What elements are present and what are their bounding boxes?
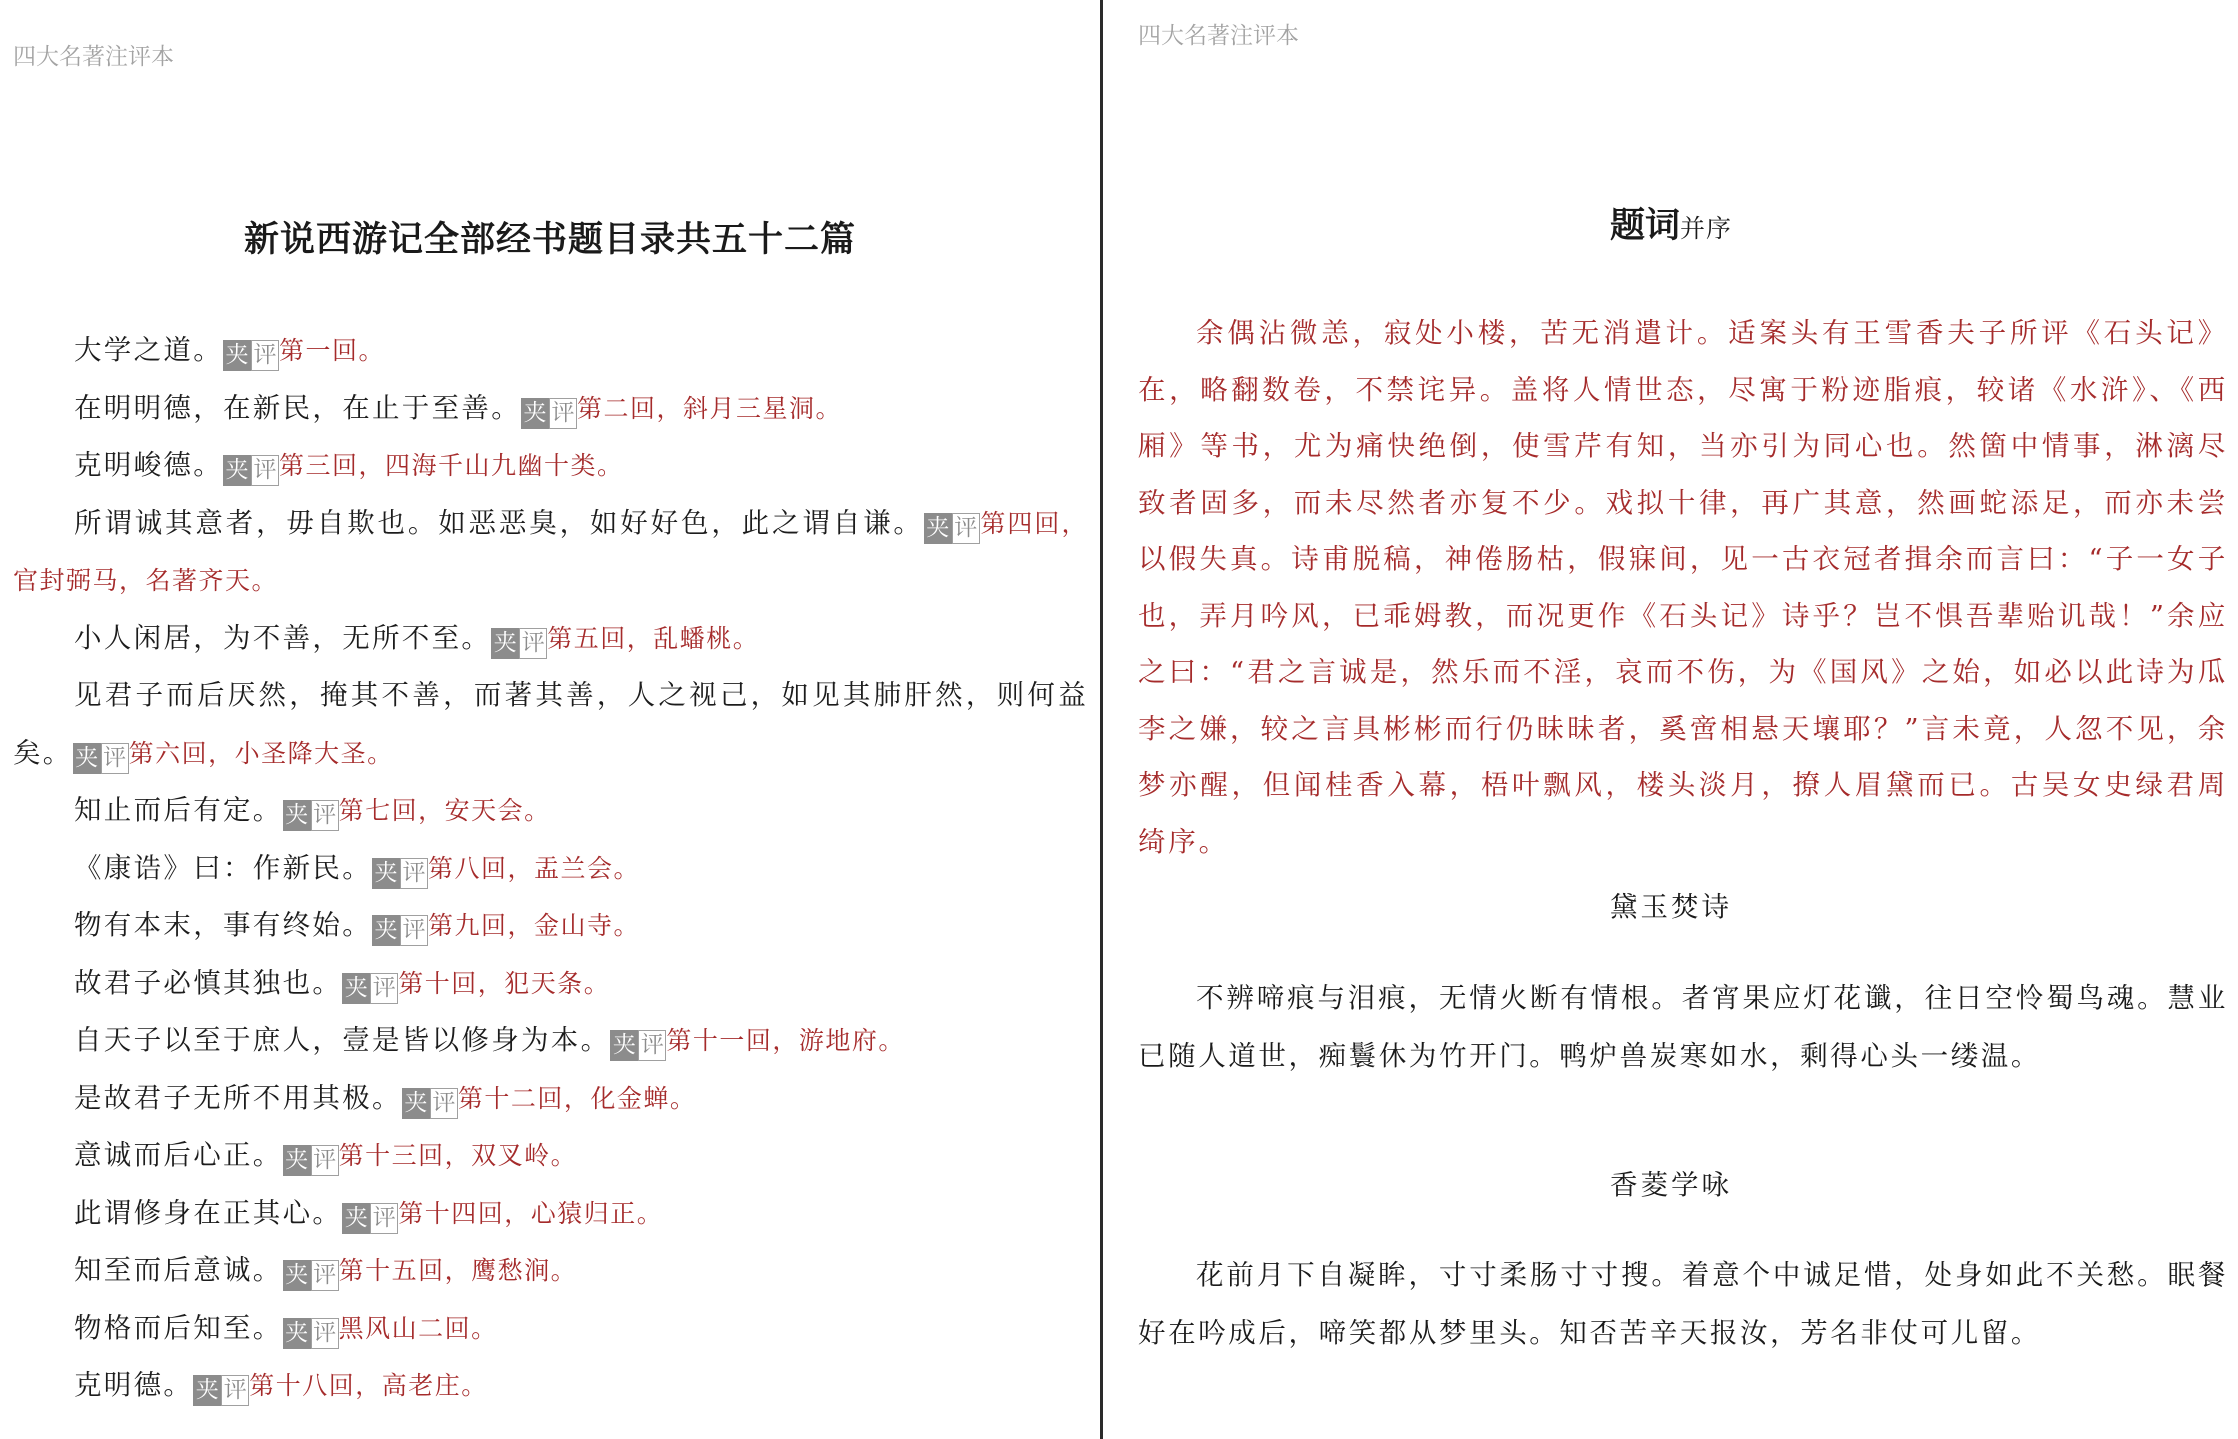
chapter-note: 第二回，斜月三星洞。: [577, 393, 843, 423]
chapter-note: 第十四回，心猿归正。: [398, 1198, 664, 1228]
chapter-note: 第四回，官封弼马，名著齐天。: [13, 508, 1088, 595]
tag-label: 评: [519, 628, 547, 659]
tag-label: 评: [311, 1145, 339, 1176]
classic-text: 故君子必慎其独也。: [74, 966, 343, 999]
commentary-tag: [283, 1260, 339, 1291]
commentary-tag: [372, 915, 428, 946]
section-title-sub: 并序: [1680, 214, 1733, 243]
commentary-tag: [402, 1088, 458, 1119]
chapter-title: 新说西游记全部经书题目录共五十二篇: [243, 219, 856, 260]
commentary-tag: [342, 1203, 398, 1234]
chapter-note: 第六回，小圣降大圣。: [128, 738, 394, 768]
contents-entry: [13, 782, 1088, 840]
tag-label: 评: [221, 1375, 249, 1406]
commentary-tag: [223, 340, 279, 371]
chapter-note: 第十五回，鹰愁涧。: [338, 1256, 578, 1285]
chapter-note: 第十二回，化金蝉。: [457, 1083, 697, 1113]
contents-entry: [13, 897, 1088, 955]
commentary-tag: [521, 398, 577, 429]
tag-label: 评: [101, 743, 129, 774]
tag-label: 评: [400, 915, 428, 946]
poem-title: 香菱学咏: [1610, 1169, 1732, 1201]
poem-title: 黛玉焚诗: [1610, 891, 1732, 923]
tag-label: 评: [430, 1088, 458, 1119]
contents-entry: [13, 322, 1088, 380]
commentary-tag: [283, 800, 339, 831]
classic-text: 《康诰》曰：作新民。: [74, 851, 372, 884]
chapter-note: 第十一回，游地府。: [666, 1026, 905, 1055]
tag-label: 评: [311, 1260, 339, 1291]
commentary-tag: [924, 513, 980, 544]
contents-entry: [13, 1012, 1088, 1070]
commentary-tag: [372, 858, 428, 889]
tag-label: 夹: [283, 1260, 311, 1291]
classic-text: 在明明德，在新民，在止于至善。: [74, 391, 521, 424]
poem-text: 不辨啼痕与泪痕，无情火断有情根。者宵果应灯花谶，往日空怜蜀鸟魂。慧业已随人道世，痴鬟休为竹开门。鸭炉兽炭寒如水，剩得心头一缕温。: [1138, 982, 2228, 1072]
contents-entry: [13, 380, 1088, 438]
chapter-note: 第三回，四海千山九幽十类。: [279, 451, 624, 480]
tag-label: 夹: [402, 1088, 430, 1119]
tag-label: 夹: [283, 1145, 311, 1176]
tag-label: 评: [251, 340, 279, 371]
classic-text: 知止而后有定。: [74, 794, 283, 826]
tag-label: 评: [400, 858, 428, 889]
tag-label: 夹: [342, 1203, 370, 1234]
running-head: 四大名著注评本: [13, 44, 174, 70]
classic-text: 物有本末，事有终始。: [74, 909, 372, 941]
section-title: [1104, 198, 2238, 248]
classic-text: 意诚而后心正。: [74, 1139, 283, 1171]
commentary-tag: [610, 1030, 666, 1061]
classic-text: 所谓诚其意者，毋自欺也。如恶恶臭，如好好色，此之谓自谦。: [74, 506, 924, 539]
contents-entry: [13, 1127, 1088, 1185]
commentary-tag: [193, 1375, 249, 1406]
section-title-main: 题词: [1609, 205, 1680, 246]
contents-entry: [13, 840, 1088, 898]
tag-label: 评: [549, 398, 577, 429]
classic-text: 物格而后知至。: [74, 1311, 283, 1344]
classic-text: 克明峻德。: [74, 449, 223, 481]
chapter-note: 第十三回，双叉岭。: [338, 1141, 578, 1170]
commentary-tag: [491, 628, 547, 659]
tag-label: 评: [311, 800, 339, 831]
tag-label: 夹: [342, 973, 370, 1004]
contents-entry: [13, 955, 1088, 1013]
chapter-note: 第九回，金山寺。: [428, 911, 641, 940]
contents-entry: [13, 1185, 1088, 1243]
tag-label: 评: [311, 1318, 339, 1349]
chapter-note: 第八回，盂兰会。: [428, 853, 641, 883]
classic-text: 克明德。: [74, 1369, 194, 1401]
tag-label: 评: [638, 1030, 666, 1061]
chapter-note: 第五回，乱蟠桃。: [547, 623, 760, 653]
tag-label: 夹: [283, 800, 311, 831]
tag-label: 夹: [491, 628, 519, 659]
contents-entry: [13, 1070, 1088, 1128]
classic-text: 自天子以至于庶人，壹是皆以修身为本。: [74, 1024, 611, 1056]
tag-label: 夹: [73, 743, 101, 774]
commentary-tag: [283, 1145, 339, 1176]
classic-text: 见君子而后厌然，掩其不善，而著其善，人之视己，如见其肺肝然，则何益矣。: [13, 679, 1088, 769]
contents-entry: [13, 495, 1088, 610]
tag-label: 夹: [610, 1030, 638, 1061]
classic-text: 此谓修身在正其心。: [74, 1196, 343, 1229]
tag-label: 评: [251, 455, 279, 486]
poem-text: 花前月下自凝眸，寸寸柔肠寸寸搜。着意个中诚足惜，处身如此不关愁。眠餐好在吟成后，啼笑都从梦里头。知否苦辛天报汝，芳名非仗可儿留。: [1138, 1259, 2228, 1349]
tag-label: 夹: [924, 513, 952, 544]
contents-entry: [13, 1357, 1088, 1415]
classic-text: 知至而后意诚。: [74, 1254, 283, 1286]
chapter-note: 第一回。: [279, 336, 386, 365]
tag-label: 夹: [372, 915, 400, 946]
classic-text: 大学之道。: [74, 334, 223, 366]
tag-label: 夹: [283, 1318, 311, 1349]
contents-entry: [13, 610, 1088, 668]
page-divider: [1100, 0, 1103, 1439]
tag-label: 夹: [223, 340, 251, 371]
classic-text: 小人闲居，为不善，无所不至。: [74, 621, 492, 654]
commentary-tag: [342, 973, 398, 1004]
contents-entry: [13, 437, 1088, 495]
commentary-tag: [283, 1318, 339, 1349]
commentary-tag: [73, 743, 129, 774]
contents-entry: [13, 1300, 1088, 1358]
left-page: [0, 0, 1100, 1439]
preface-text: 余偶沾微恙，寂处小楼，苦无消遣计。适案头有王雪香夫子所评《石头记》在，略翻数卷，不禁诧异。盖将人情世态，尽寓于粉迹脂痕，较诸《水浒》、《西厢》等书，尤为痛快绝倒，使雪芹有知，当亦引为同心也。然箇中情事，淋漓尽致者固多，而未尽然者亦复不少。戏拟十律，再广其意，然画蛇添足，而亦未尝以假失真。诗甫脱稿，神倦肠枯，假寐间，见一古衣冠者揖余而言曰：“子一女子也，弄月吟风，已乖姆教，而况更作《石头记》诗乎？岂不惧吾辈贻讥哉！”余应之曰：“君之言诚是，然乐而不淫，哀而不伤，为《国风》之始，如必以此诗为瓜李之嫌，较之言具彬彬而行仍昧昧者，奚啻相悬天壤耶？”言未竟，人忽不见，余梦亦醒，但闻桂香入幕，梧叶飘风，楼头淡月，撩人眉黛而已。古吴女史绿君周绮序。: [1138, 317, 2228, 858]
chapter-note: 第十八回，高老庄。: [249, 1371, 488, 1400]
tag-label: 评: [952, 513, 980, 544]
tag-label: 夹: [193, 1375, 221, 1406]
tag-label: 评: [370, 1203, 398, 1234]
classic-text: 是故君子无所不用其极。: [74, 1081, 402, 1114]
tag-label: 夹: [372, 858, 400, 889]
chapter-note: 第十回，犯天条。: [398, 968, 611, 998]
commentary-tag: [223, 455, 279, 486]
tag-label: 夹: [223, 455, 251, 486]
contents-entry: [13, 667, 1088, 782]
tag-label: 评: [370, 973, 398, 1004]
contents-entry: [13, 1242, 1088, 1300]
running-head: 四大名著注评本: [1138, 23, 1299, 49]
chapter-note: 黑风山二回。: [338, 1313, 498, 1343]
right-page: [1104, 0, 2238, 1439]
chapter-note: 第七回，安天会。: [338, 796, 551, 825]
tag-label: 夹: [521, 398, 549, 429]
contents-list: [13, 322, 1088, 1415]
